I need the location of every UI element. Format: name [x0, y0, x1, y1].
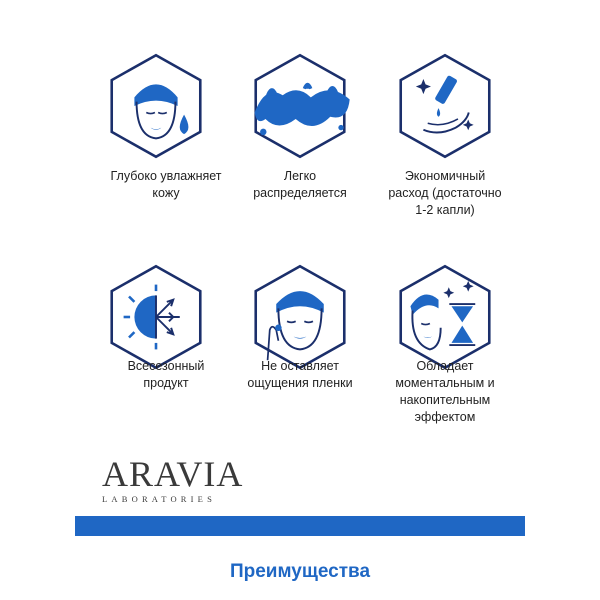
benefit-caption-5-line: Не оставляет ощущения пленки [247, 359, 353, 390]
benefit-caption-1-line: Глубоко увлажняет кожу [110, 169, 222, 200]
sun-snowflake-icon [102, 263, 210, 371]
face-with-droplet-icon [102, 52, 210, 160]
benefit-caption-4-line: Всесезонный продукт [127, 359, 205, 390]
brand-subtitle: LABORATORIES [102, 494, 217, 504]
liquid-splash-icon [246, 52, 354, 160]
brand-logo [102, 454, 244, 504]
face-touch-icon [246, 263, 354, 371]
dropper-hand-icon [391, 52, 499, 160]
benefit-caption-6-line: Обладает моментальным и накопительным эффектом [395, 359, 495, 424]
benefit-caption-3 [345, 168, 545, 219]
page-title: Преимущества [229, 561, 371, 582]
benefit-caption-3-line: Экономичный расход (достаточно 1-2 капли) [388, 169, 502, 217]
accent-band [75, 516, 525, 536]
face-hourglass-icon [391, 263, 499, 371]
brand-name: ARAVIA [102, 454, 244, 494]
benefit-caption-6 [345, 358, 545, 426]
benefit-caption-2-line: Легко распределяется [253, 169, 347, 200]
